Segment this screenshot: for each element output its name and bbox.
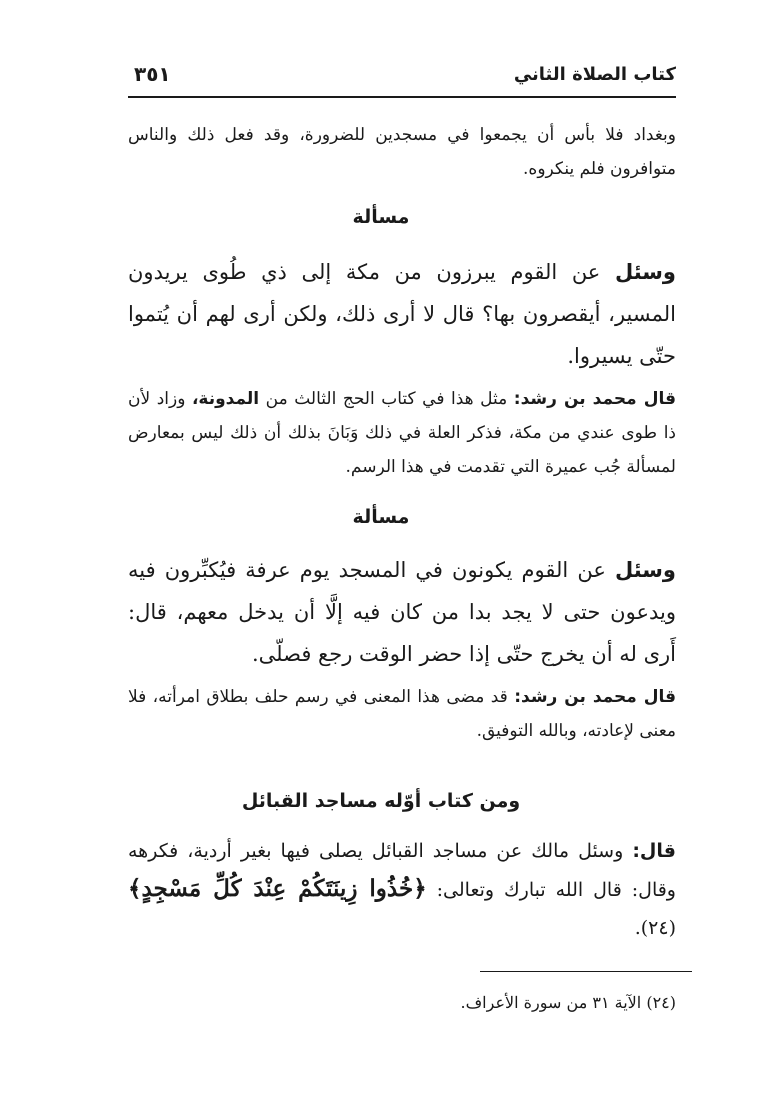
commentary-1-text-a: مثل هذا في كتاب الحج الثالث من bbox=[265, 389, 508, 409]
section-heading-2: مسألة bbox=[352, 506, 410, 528]
book-title: كتاب الصلاة الثاني bbox=[513, 64, 676, 85]
question-2 bbox=[128, 549, 676, 675]
footnote: (٢٤) الآية ٣١ من سورة الأعراف. bbox=[460, 993, 676, 1012]
footnote-reference: (٢٤). bbox=[634, 917, 676, 939]
intro-text: وبغداد فلا بأس أن يجمعوا في مسجدين للضرورة، وقد فعل ذلك والناس متوافرون فلم ينكروه. bbox=[128, 125, 676, 179]
commentary-1-text-b: وزاد لأن ذا طوى عندي من مكة، فذكر العلة في ذلك وَبَانَ بذلك أن ذلك ليس بمعارض لمسألة جُب عميرة التي تقدمت في هذا الرسم. bbox=[128, 389, 676, 477]
intro-paragraph bbox=[128, 118, 676, 186]
question-1-lead: وسئل bbox=[614, 260, 676, 284]
question-3-lead: قال: bbox=[632, 840, 676, 862]
section-heading-1: مسألة bbox=[352, 206, 410, 228]
question-1-text: عن القوم يبرزون من مكة إلى ذي طُوى يريدون المسير، أيقصرون بها؟ قال لا أرى ذلك، ولكن أرى لهم أن يُتموا حتّى يسيروا. bbox=[128, 260, 676, 368]
quran-verse: ﴿خُذُوا زِينَتَكُمْ عِنْدَ كُلِّ مَسْجِدٍ﴾ bbox=[128, 875, 427, 902]
question-3-text: وسئل مالك عن مساجد القبائل يصلى فيها بغير أردية، فكرهه وقال: قال الله تبارك وتعالى: bbox=[128, 840, 676, 901]
question-1 bbox=[128, 251, 676, 377]
question-3 bbox=[128, 832, 676, 947]
commentary-1 bbox=[128, 382, 676, 484]
commentary-1-source: المدونة، bbox=[191, 389, 260, 409]
page-number: ٣٥١ bbox=[134, 62, 171, 86]
question-2-lead: وسئل bbox=[614, 558, 676, 582]
running-header bbox=[128, 60, 676, 98]
commentary-2-lead: قال محمد بن رشد: bbox=[514, 687, 677, 707]
commentary-2-text: قد مضى هذا المعنى في رسم حلف بطلاق امرأته، فلا معنى لإعادته، وبالله التوفيق. bbox=[128, 687, 676, 741]
commentary-2 bbox=[128, 680, 676, 748]
commentary-1-lead: قال محمد بن رشد: bbox=[513, 389, 676, 409]
chapter-heading: ومن كتاب أوّله مساجد القبائل bbox=[241, 790, 521, 812]
question-2-text: عن القوم يكونون في المسجد يوم عرفة فيُكبِّرون فيه ويدعون حتى لا يجد بدا من كان فيه إلَّا أن يدخل معهم، قال: أَرى له أن يخرج حتّى إذا حضر الوقت رجع فصلّى. bbox=[128, 558, 676, 666]
footnote-divider bbox=[480, 971, 692, 972]
